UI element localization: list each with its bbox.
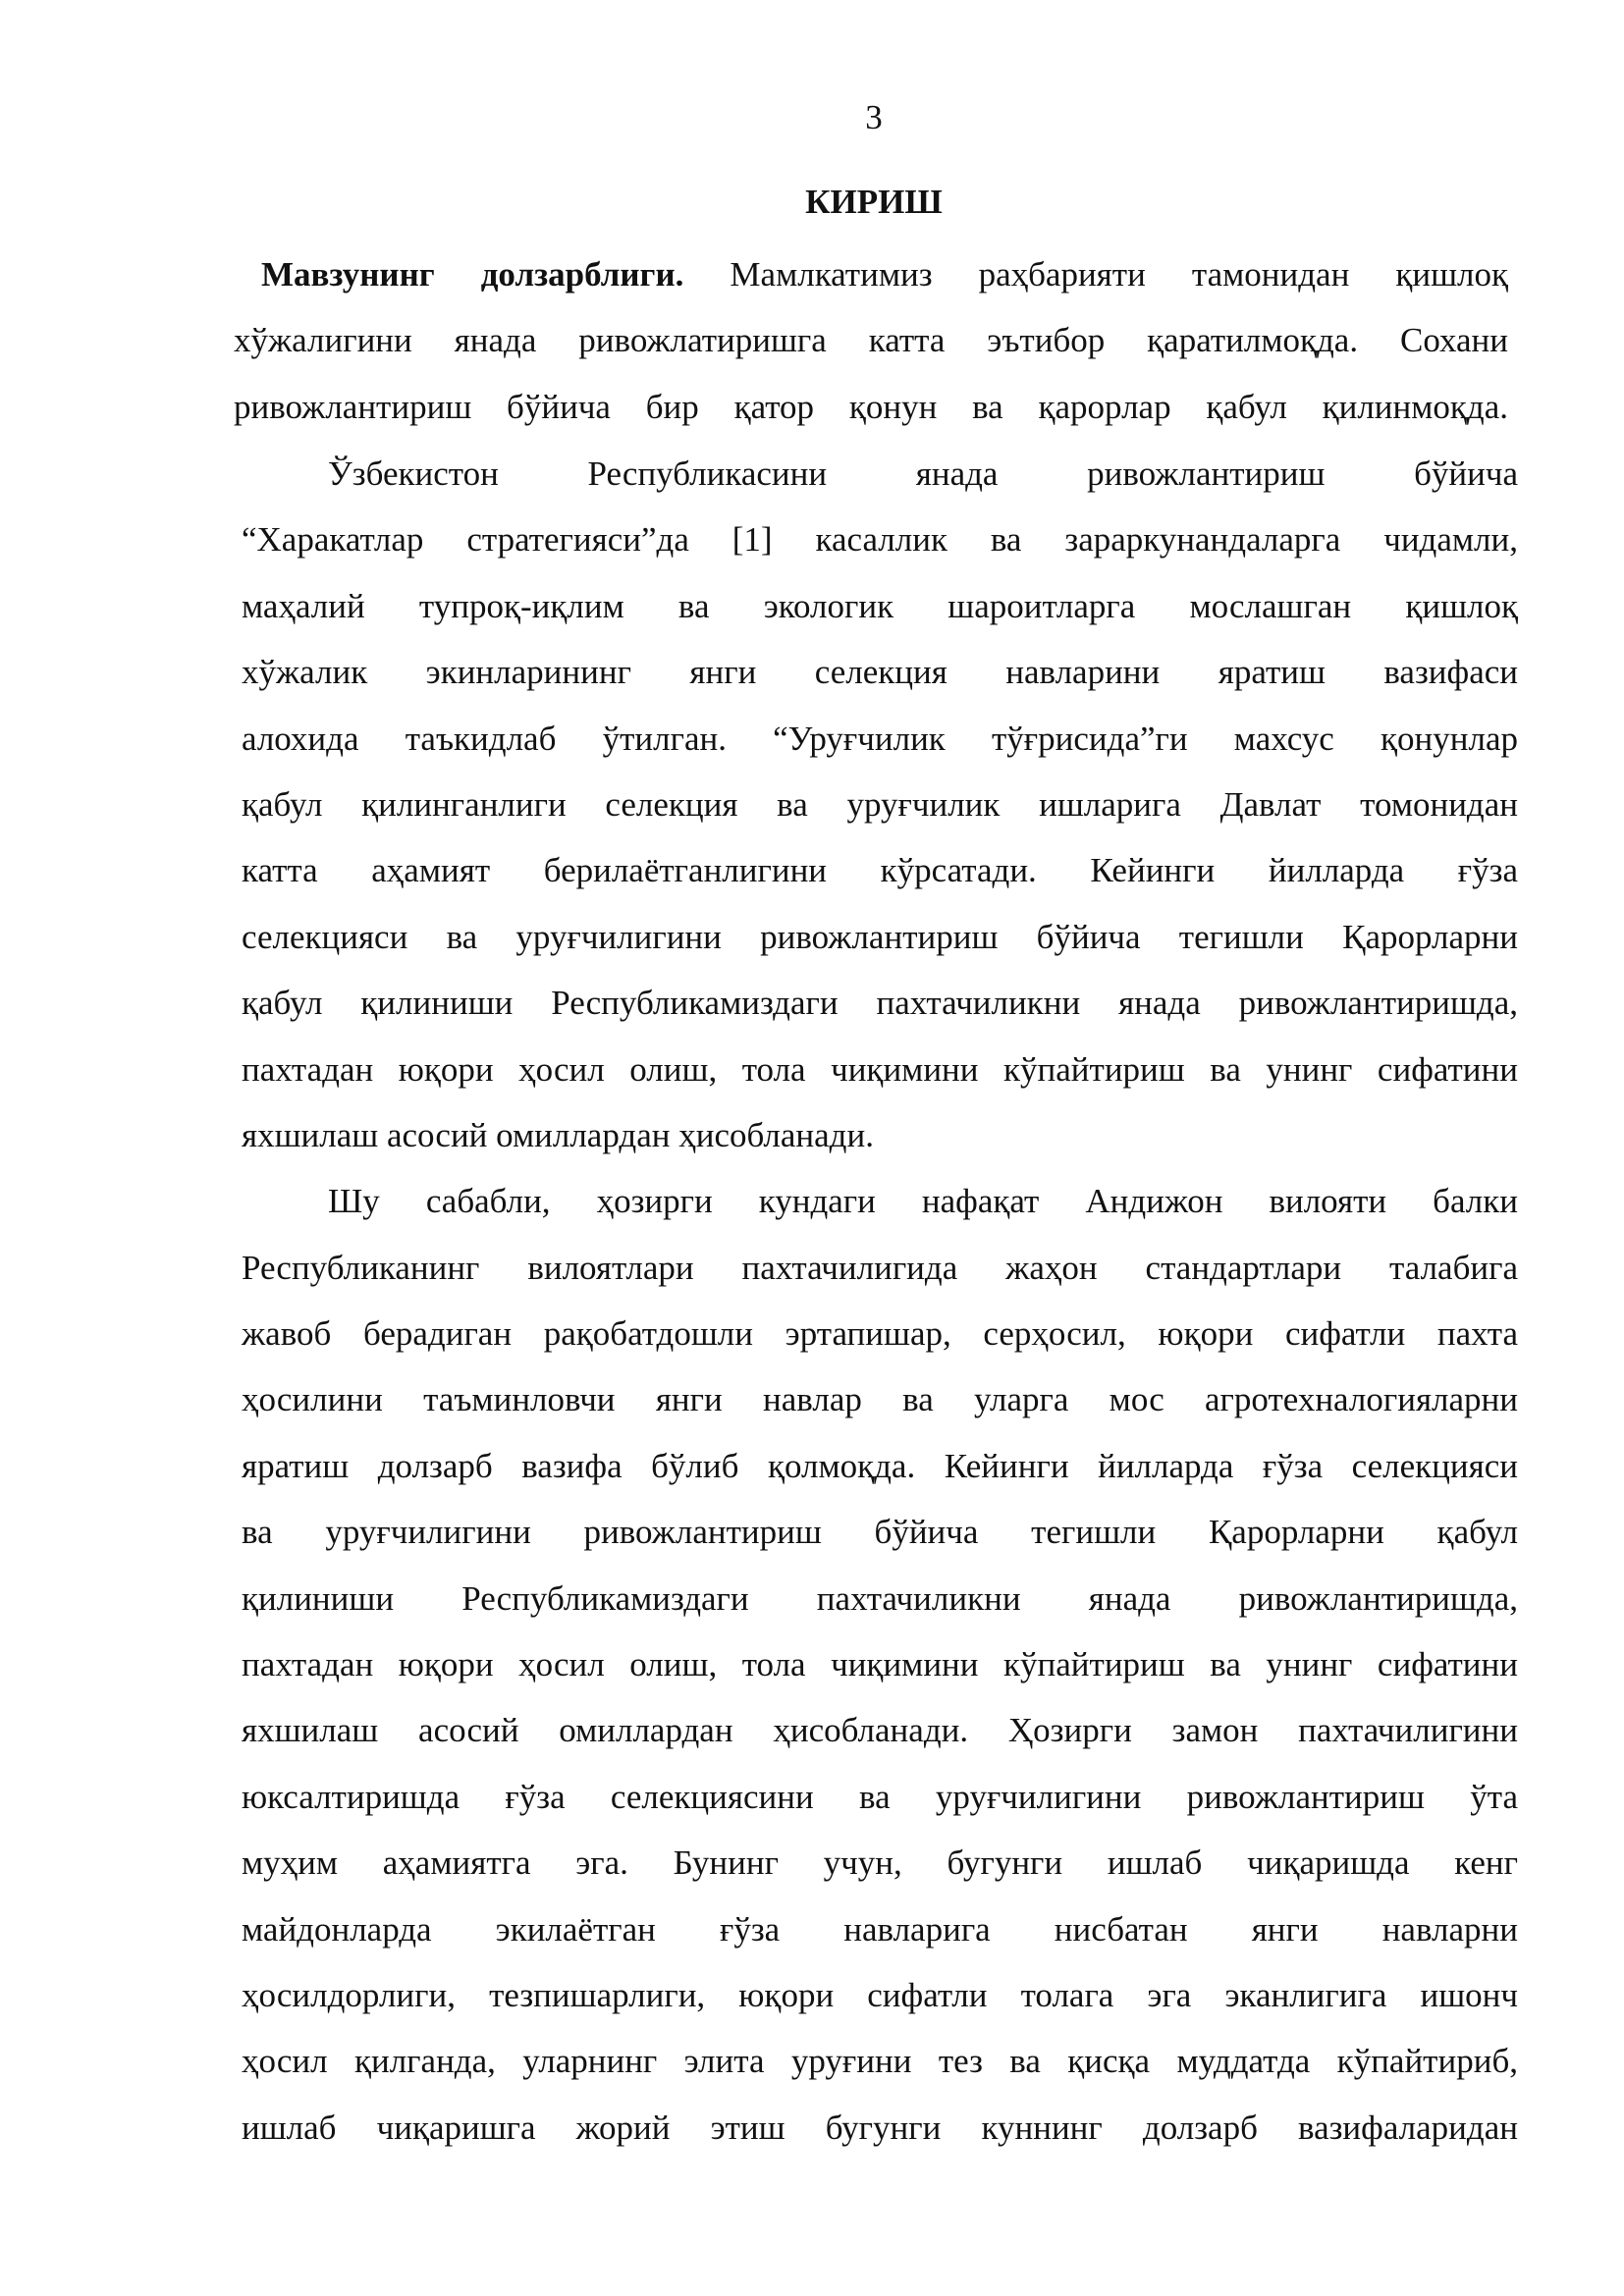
intro-paragraph (234, 241, 1508, 440)
paragraph2-line: ҳосилдорлиги, тезпишарлиги, юқори сифатли толага эга эканлигига ишонч (242, 1975, 1518, 2014)
intro-line: хўжалигини янада ривожлатиришга катта эътибор қаратилмоқда. Сохани (234, 321, 1508, 360)
paragraph1-line: қабул қилинганлиги селекция ва уруғчилик ишларига Давлат томонидан (242, 784, 1518, 824)
intro-lead: Мавзунинг долзарблиги. (261, 255, 684, 294)
paragraph2-line: қилиниши Республикамиздаги пахтачиликни янада ривожлантиришда, (242, 1578, 1518, 1618)
paragraph2-line: жавоб берадиган рақобатдошли эртапишар, серҳосил, юқори сифатли пахта (242, 1314, 1518, 1354)
paragraph2-line: яхшилаш асосий омиллардан ҳисобланади. Ҳозирги замон пахтачилигини (242, 1711, 1518, 1750)
paragraph2-line: муҳим аҳамиятга эга. Бунинг учун, бугунги ишлаб чиқаришда кенг (242, 1843, 1518, 1883)
paragraph1-line: катта аҳамият берилаётганлигини кўрсатади. Кейинги йилларда ғўза (242, 851, 1518, 890)
paragraph1-line: пахтадан юқори ҳосил олиш, тола чиқимини кўпайтириш ва унинг сифатини (242, 1049, 1518, 1089)
paragraph1-line: селекцияси ва уруғчилигини ривожлантириш бўйича тегишли Қарорларни (242, 917, 1518, 956)
intro-line: ривожлантириш бўйича бир қатор қонун ва қарорлар қабул қилинмоқда. (234, 387, 1508, 426)
intro-line-text: Мамлкатимиз раҳбарияти тамонидан қишлоқ (730, 255, 1509, 294)
paragraph1-line: Ўзбекистон Республикасини янада ривожлантириш бўйича (328, 454, 1518, 493)
paragraph2-line: майдонларда экилаётган ғўза навларига нисбатан янги навларни (242, 1909, 1518, 1949)
paragraph1-line: қабул қилиниши Республикамиздаги пахтачиликни янада ривожлантиришда, (242, 984, 1518, 1023)
paragraph1-line: яхшилаш асосий омиллардан ҳисобланади. (242, 1115, 874, 1154)
paragraph2-line: ҳосилини таъминловчи янги навлар ва уларга мос агротехналогияларни (242, 1380, 1518, 1419)
paragraph2-line: яратиш долзарб вазифа бўлиб қолмоқда. Кейинги йилларда ғўза селекцияси (242, 1446, 1518, 1485)
paragraph1-line: хўжалик экинларининг янги селекция навларини яратиш вазифаси (242, 653, 1518, 692)
body-text (242, 441, 1518, 2161)
page-number: 3 (865, 98, 883, 136)
paragraph1-line: алохида таъкидлаб ўтилган. “Уруғчилик тўғрисида”ги махсус қонунлар (242, 719, 1518, 758)
paragraph2-line: ҳосил қилганда, уларнинг элита уруғини тез ва қисқа муддатда кўпайтириб, (242, 2042, 1518, 2081)
paragraph1-line: “Харакатлар стратегияси”да [1] касаллик ва зараркунандаларга чидамли, (242, 520, 1518, 560)
paragraph2-line: Республиканинг вилоятлари пахтачилигида жаҳон стандартлари талабига (242, 1248, 1518, 1287)
paragraph2-line: ишлаб чиқаришга жорий этиш бугунги куннинг долзарб вазифаларидан (242, 2108, 1518, 2147)
paragraph2-line: юксалтиришда ғўза селекциясини ва уруғчилигини ривожлантириш ўта (242, 1777, 1518, 1816)
intro-line (234, 241, 1508, 307)
paragraph2-line: пахтадан юқори ҳосил олиш, тола чиқимини кўпайтириш ва унинг сифатини (242, 1645, 1518, 1684)
section-heading: КИРИШ (805, 183, 943, 221)
paragraph2-line: Шу сабабли, ҳозирги кундаги нафақат Андижон вилояти балки (328, 1182, 1518, 1221)
paragraph2-line: ва уруғчилигини ривожлантириш бўйича тегишли Қарорларни қабул (242, 1513, 1518, 1552)
paragraph1-line: маҳалий тупроқ-иқлим ва экологик шароитларга мослашган қишлоқ (242, 586, 1518, 625)
